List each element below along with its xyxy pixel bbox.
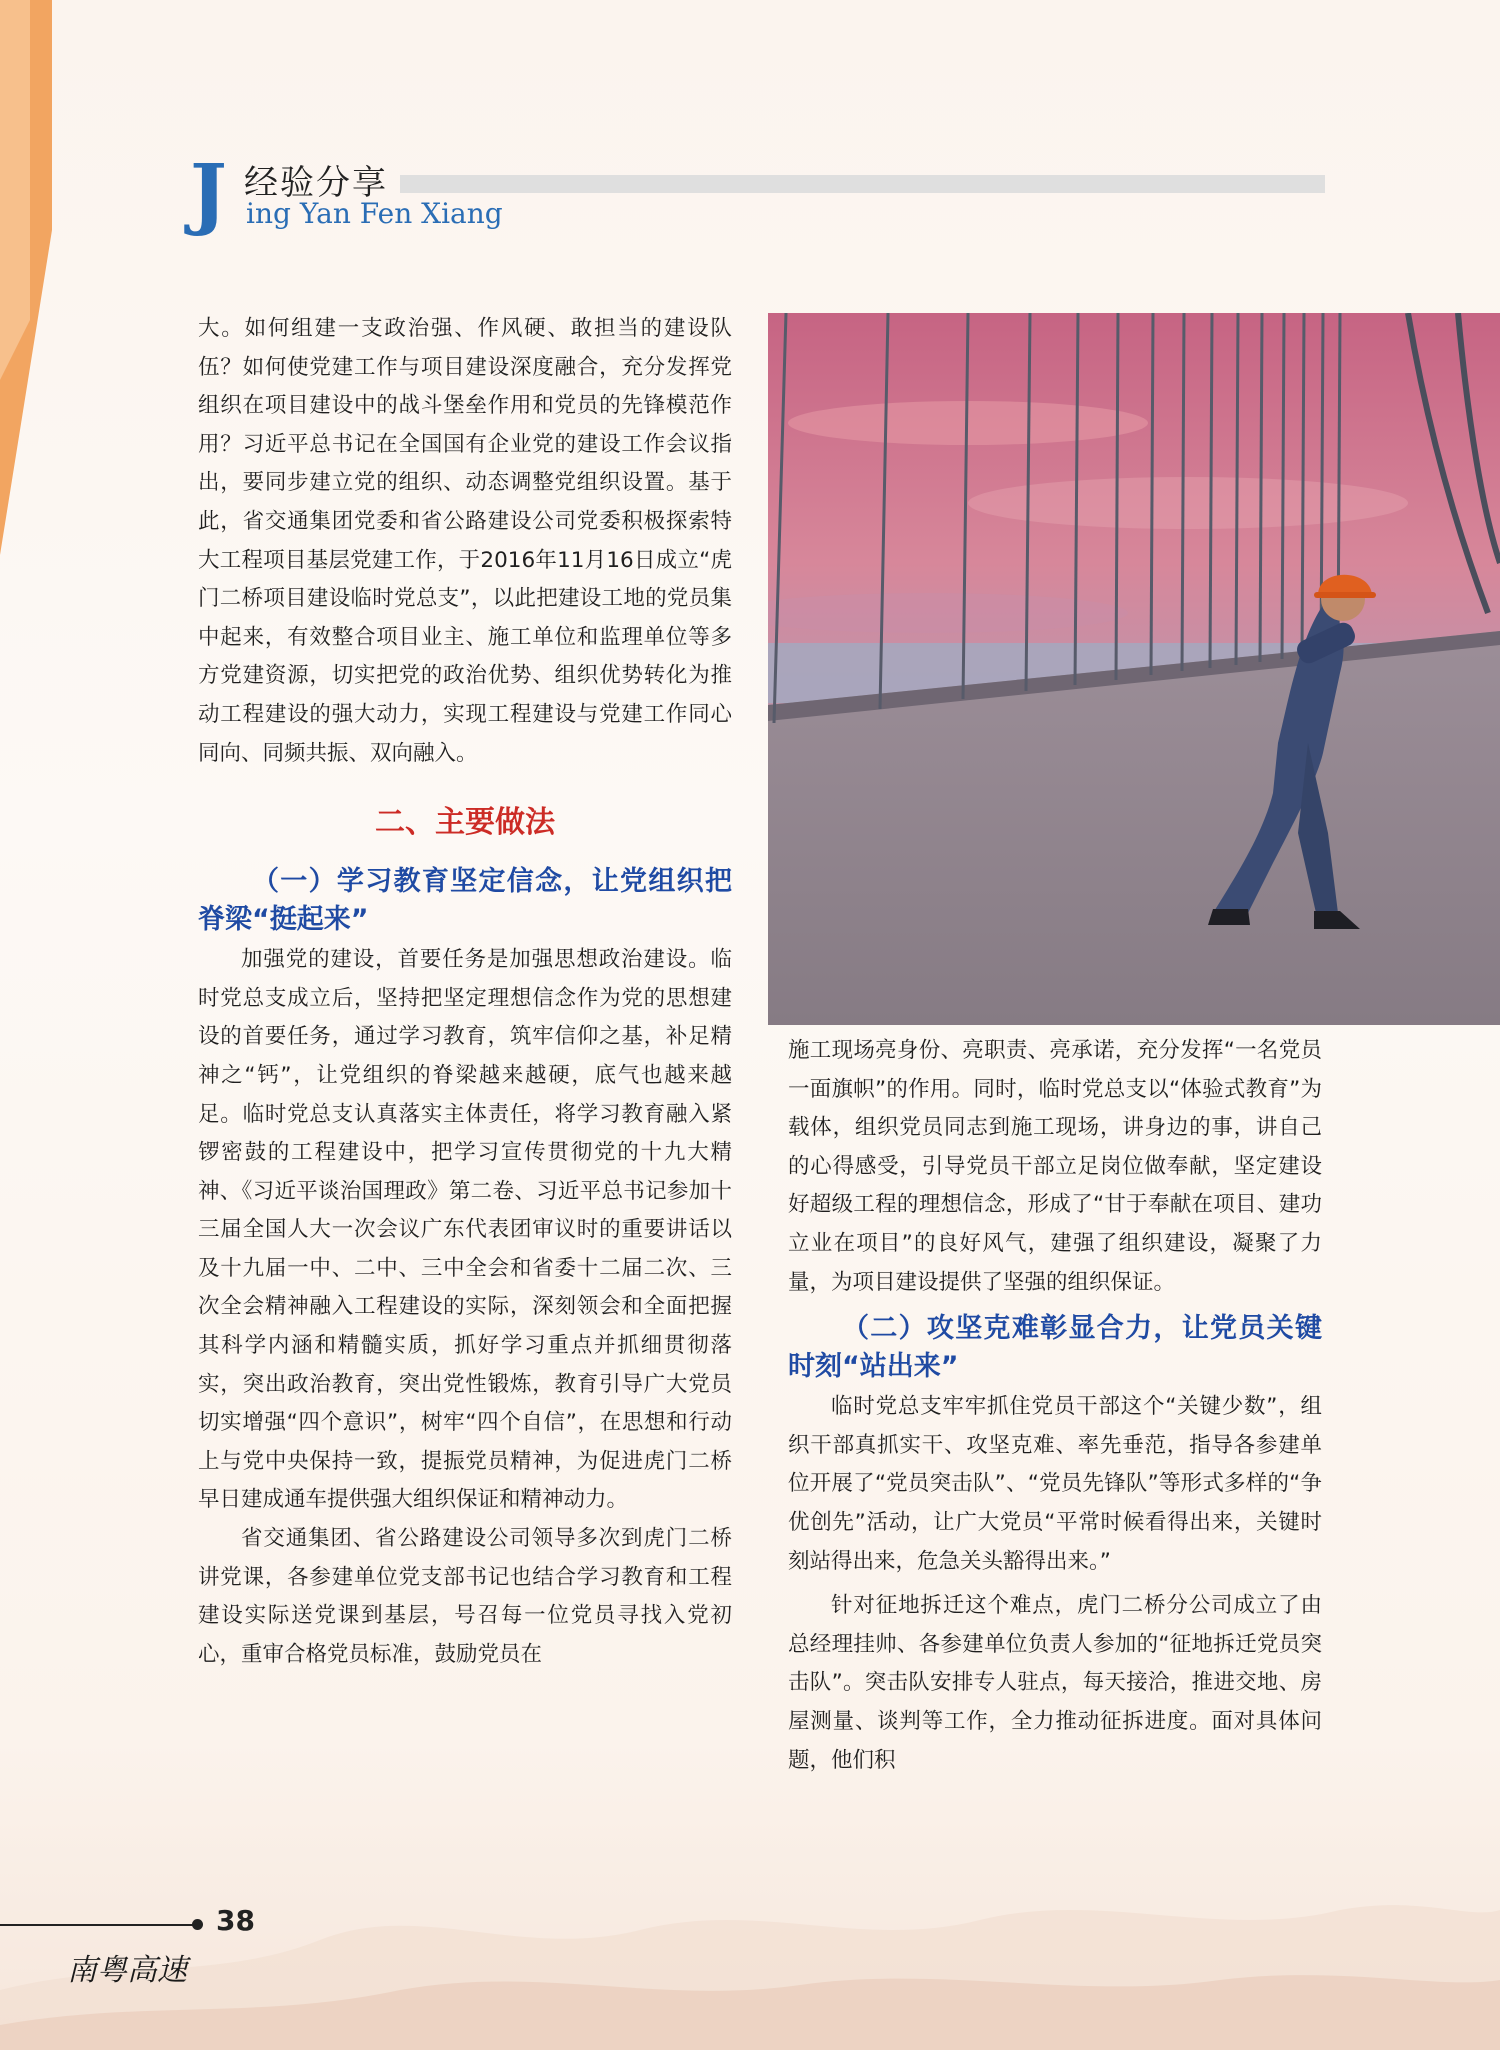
magazine-logo <box>65 1940 205 1995</box>
header-divider-bar <box>400 175 1325 193</box>
logo-text: 南粤高速 <box>67 1953 187 1988</box>
bridge-worker-photo <box>768 313 1500 1025</box>
paragraph-1: 加强党的建设，首要任务是加强思想政治建设。临时党总支成立后，坚持把坚定理想信念作为党的思想建设的首要任务，通过学习教育，筑牢信仰之基，补足精神之“钙”，让党组织的脊梁越来越硬，底气也越来越足。临时党总支认真落实主体责任，将学习教育融入紧锣密鼓的工程建设中，把学习宣传贯彻党的十九大精神、《习近平谈治国理政》第二卷、习近平总书记参加十三届全国人大一次会议广东代表团审议时的重要讲话以及十九届一中、二中、三中全会和省委十二届二次、三次全会精神融入工程建设的实际，深刻领会和全面把握其科学内涵和精髓实质，抓好学习重点并抓细贯彻落实，突出政治教育，突出党性锻炼，教育引导广大党员切实增强“四个意识”，树牢“四个自信”，在思想和行动上与党中央保持一致，提振党员精神，为促进虎门二桥早日建成通车提供强大组织保证和精神动力。 <box>198 947 732 1513</box>
footer-dot <box>192 1919 203 1930</box>
header-title-cn: 经验分享 <box>244 163 388 203</box>
section-title: 二、主要做法 <box>375 805 555 841</box>
paragraph-4: 针对征地拆迁这个难点，虎门二桥分公司成立了由总经理挂帅、各参建单位负责人参加的“征地拆迁党员突击队”。突击队安排专人驻点，每天接洽，推进交地、房屋测量、谈判等工作，全力推动征拆进度。面对具体问题，他们积 <box>788 1593 1322 1773</box>
subsection-1-title: （一）学习教育坚定信念，让党组织把脊梁“挺起来” <box>198 866 732 936</box>
paragraph-continued: 施工现场亮身份、亮职责、亮承诺，充分发挥“一名党员一面旗帜”的作用。同时，临时党总支以“体验式教育”为载体，组织党员同志到施工现场，讲身边的事，讲自己的心得感受，引导党员干部立足岗位做奉献，坚定建设好超级工程的理想信念，形成了“甘于奉献在项目、建功立业在项目”的良好风气，建强了组织建设，凝聚了力量，为项目建设提供了坚强的组织保证。 <box>788 1038 1322 1295</box>
right-column <box>788 1032 1322 1780</box>
intro-paragraph: 大。如何组建一支政治强、作风硬、敢担当的建设队伍？如何使党建工作与项目建设深度融合，充分发挥党组织在项目建设中的战斗堡垒作用和党员的先锋模范作用？习近平总书记在全国国有企业党的建设工作会议指出，要同步建立党的组织、动态调整党组织设置。基于此，省交通集团党委和省公路建设公司党委积极探索特大工程项目基层党建工作，于2016年11月16日成立“虎门二桥项目建设临时党总支”，以此把建设工地的党员集中起来，有效整合项目业主、施工单位和监理单位等多方党建资源，切实把党的政治优势、组织优势转化为推动工程建设的强大动力，实现工程建设与党建工作同心同向、同频共振、双向融入。 <box>198 316 732 766</box>
corner-orange-stripe <box>0 0 60 560</box>
left-column <box>198 310 732 1674</box>
header-title-pinyin: ing Yan Fen Xiang <box>246 197 503 230</box>
page-number: 38 <box>216 1904 255 1937</box>
footer-rule <box>0 1924 200 1926</box>
subsection-2-title: （二）攻坚克难彰显合力，让党员关键时刻“站出来” <box>788 1313 1322 1383</box>
paragraph-2: 省交通集团、省公路建设公司领导多次到虎门二桥讲党课，各参建单位党支部书记也结合学习教育和工程建设实际送党课到基层，号召每一位党员寻找入党初心，重审合格党员标准，鼓励党员在 <box>198 1526 732 1667</box>
paragraph-3: 临时党总支牢牢抓住党员干部这个“关键少数”，组织干部真抓实干、攻坚克难、率先垂范，指导各参建单位开展了“党员突击队”、“党员先锋队”等形式多样的“争优创先”活动，让广大党员“平常时候看得出来，关键时刻站得出来，危急关头豁得出来。” <box>788 1394 1322 1574</box>
header-initial: J <box>190 148 227 239</box>
